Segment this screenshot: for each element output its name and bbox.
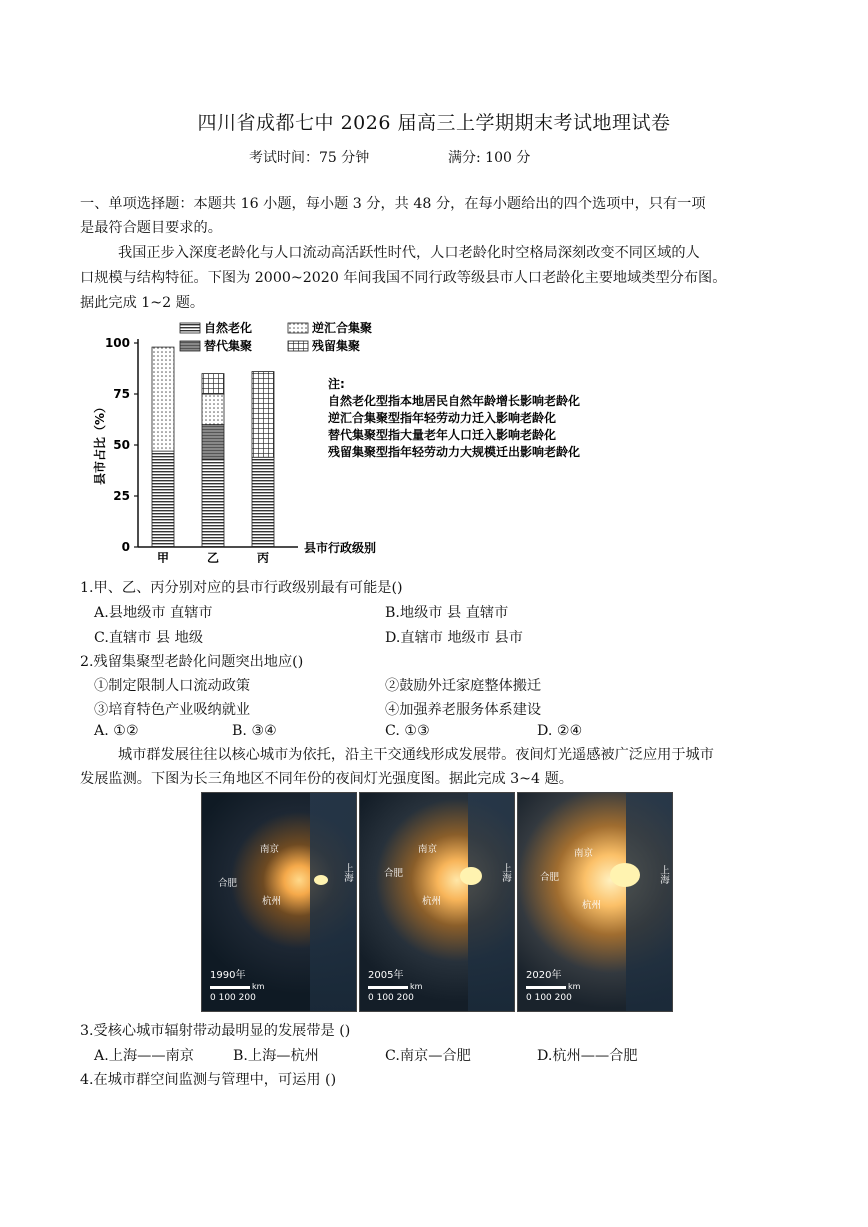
x-tick-label: 丙 [256,551,270,563]
q2-option-b: B. ③④ [232,723,277,739]
city-label-hangzhou: 杭州 [582,900,602,911]
passage2-line1: 城市群发展往往以核心城市为依托，沿主干交通线形成发展带。夜间灯光遥感被广泛应用于城市 [118,747,714,763]
bar-segment [252,372,274,458]
exam-time: 考试时间：75 分钟 [249,150,370,166]
section1-line1: 一、单项选择题：本题共 16 小题，每小题 3 分，共 48 分，在每小题给出的四个选项中，只有一项 [80,196,706,212]
chart-note-4: 残留集聚型指年轻劳动力大规模迁出影响老龄化 [328,445,581,459]
q4-stem: 4.在城市群空间监测与管理中，可运用 () [80,1072,337,1088]
night-light-map-2005 [359,792,515,1012]
q1-option-b: B.地级市 县 直辖市 [385,605,509,621]
q3-option-c: C.南京—合肥 [385,1048,471,1064]
city-label-shanghai: 上海 [342,863,353,882]
legend-swatch [288,341,308,351]
city-label-nanjing: 南京 [418,844,438,855]
x-tick-label: 乙 [206,551,220,563]
exam-title: 四川省成都七中 2026 届高三上学期期末考试地理试卷 [197,112,671,134]
legend-swatch [180,323,200,333]
map-year: 2020年 [526,970,562,981]
scale-bar [526,986,566,989]
chart-note-2: 逆汇合集聚型指年轻劳动力迁入影响老龄化 [328,411,557,425]
city-label-shanghai: 上海 [500,863,511,882]
y-axis-label: 县市占比（%） [93,400,107,485]
legend-swatch [288,323,308,333]
q2-item-2: ②鼓励外迁家庭整体搬迁 [385,678,542,694]
passage1-line3: 据此完成 1~2 题。 [80,295,205,311]
chart-notes-title: 注: [328,377,345,391]
night-light-map-2020 [517,792,673,1012]
scale-bar [210,986,250,989]
city-label-nanjing: 南京 [260,844,280,855]
q3-option-a: A.上海——南京 [94,1048,194,1064]
sea-area [468,793,514,1011]
map-year: 2005年 [368,970,404,981]
chart-note-1: 自然老化型指本地居民自然年龄增长影响老龄化 [328,394,581,408]
bar-segment [202,374,224,394]
q2-stem: 2.残留集聚型老龄化问题突出地应() [80,654,304,670]
full-score: 满分: 100 分 [448,150,531,166]
city-label-hefei: 合肥 [218,878,238,889]
passage2-line2: 发展监测。下图为长三角地区不同年份的夜间灯光强度图。据此完成 3~4 题。 [80,771,573,787]
section1-line2: 是最符合题目要求的。 [80,220,222,236]
q1-option-d: D.直辖市 地级市 县市 [385,630,523,646]
y-tick-label: 0 [121,540,130,554]
passage1-line2: 口规模与结构特征。下图为 2000~2020 年间我国不同行政等级县市人口老龄化主要地域类型分布图。 [80,270,727,286]
aging-type-chart [88,318,648,563]
scale-values: 0 100 200 [526,993,572,1003]
q2-option-a: A. ①② [94,723,139,739]
q1-option-a: A.县地级市 直辖市 [94,605,213,621]
light-cluster [460,867,482,885]
y-tick-label: 25 [113,489,130,503]
q2-option-c: C. ①③ [385,723,430,739]
night-light-map-1990 [201,792,357,1012]
legend-swatch [180,341,200,351]
city-label-shanghai: 上海 [658,865,669,884]
scale-values: 0 100 200 [368,993,414,1003]
bar-segment [202,459,224,547]
bar-segment [152,451,174,547]
light-cluster [610,863,640,887]
q3-option-b: B.上海—杭州 [233,1048,319,1064]
city-label-hefei: 合肥 [540,872,560,883]
x-axis-label: 县市行政级别 [304,541,377,555]
light-cluster [314,875,328,885]
scale-unit: km [252,982,265,991]
q3-stem: 3.受核心城市辐射带动最明显的发展带是 () [80,1023,351,1039]
sea-area [310,793,356,1011]
legend-label: 残留集聚 [312,339,361,353]
q2-item-4: ④加强养老服务体系建设 [385,702,542,718]
bar-segment [252,457,274,547]
city-label-nanjing: 南京 [574,848,594,859]
map-year: 1990年 [210,970,246,981]
scale-bar [368,986,408,989]
city-label-hangzhou: 杭州 [262,896,282,907]
y-tick-label: 50 [113,438,130,452]
bar-segment [152,347,174,451]
city-label-hefei: 合肥 [384,868,404,879]
q1-stem: 1.甲、乙、丙分别对应的县市行政级别最有可能是() [80,580,403,596]
q1-option-c: C.直辖市 县 地级 [94,630,204,646]
chart-note-3: 替代集聚型指大量老年人口迁入影响老龄化 [328,428,557,442]
passage1-line1: 我国正步入深度老龄化与人口流动高活跃性时代，人口老龄化时空格局深刻改变不同区域的人 [118,245,700,261]
scale-unit: km [568,982,581,991]
legend-label: 替代集聚 [204,339,253,353]
city-label-hangzhou: 杭州 [422,896,442,907]
bar-segment [202,394,224,425]
bar-segment [202,425,224,460]
scale-values: 0 100 200 [210,993,256,1003]
legend-label: 逆汇合集聚 [312,321,373,335]
legend-label: 自然老化 [204,321,253,335]
q2-item-1: ①制定限制人口流动政策 [94,678,251,694]
scale-unit: km [410,982,423,991]
q3-option-d: D.杭州——合肥 [537,1048,638,1064]
y-tick-label: 100 [104,336,130,350]
y-tick-label: 75 [113,387,130,401]
x-tick-label: 甲 [156,551,170,563]
q2-item-3: ③培育特色产业吸纳就业 [94,702,251,718]
sea-area [626,793,672,1011]
q2-option-d: D. ②④ [537,723,583,739]
